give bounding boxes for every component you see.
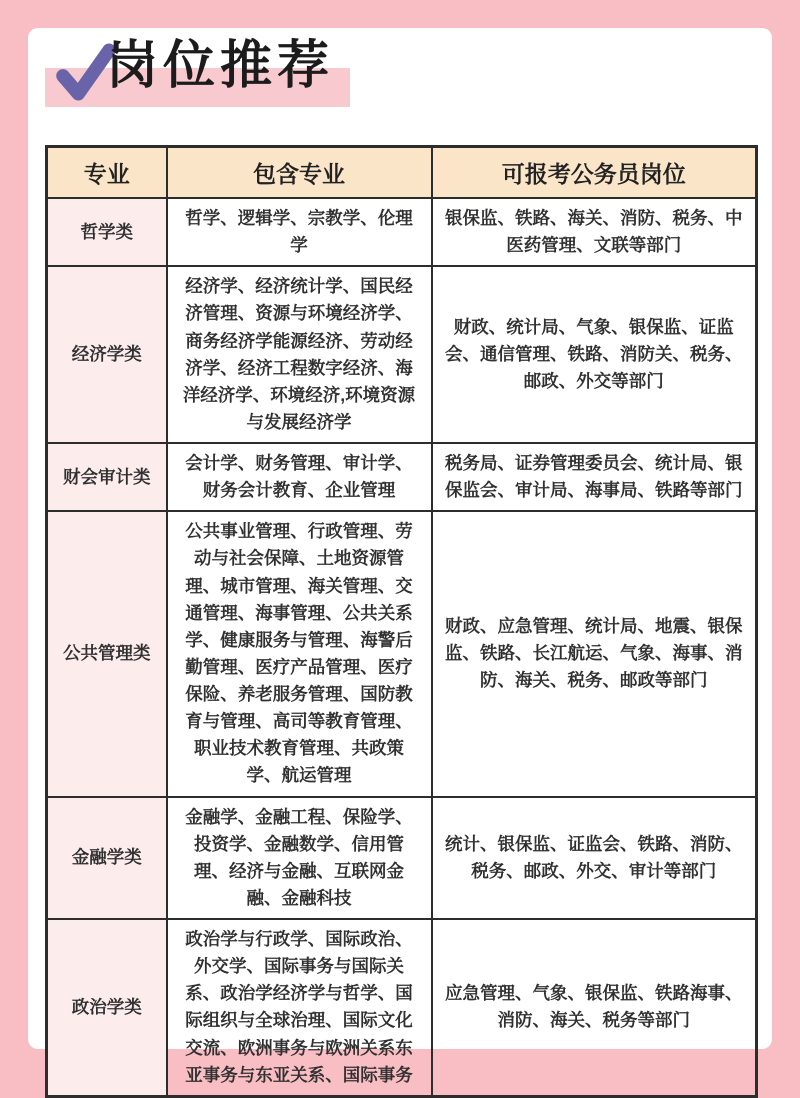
jobs-table [45, 145, 758, 1098]
positions-cell: 财政、应急管理、统计局、地震、银保监、铁路、长江航运、气象、海事、消防、海关、税务、邮政等部门 [432, 511, 757, 796]
major-cell: 金融学类 [47, 797, 167, 920]
included-majors-cell: 金融学、金融工程、保险学、投资学、金融数学、信用管理、经济与金融、互联网金融、金融科技 [167, 797, 432, 920]
table-row [47, 511, 757, 796]
positions-cell: 统计、银保监、证监会、铁路、消防、税务、邮政、外交、审计等部门 [432, 797, 757, 920]
included-majors-cell: 哲学、逻辑学、宗教学、伦理学 [167, 198, 432, 266]
major-cell: 公共管理类 [47, 511, 167, 796]
page-title: 岗位推荐 [106, 37, 335, 95]
included-majors-cell: 政治学与行政学、国际政治、外交学、国际事务与国际关系、政治学经济学与哲学、国际组织与全球治理、国际文化交流、欧洲事务与欧洲关系东亚事务与东亚关系、国际事务 [167, 919, 432, 1096]
col-header-included-majors: 包含专业 [167, 147, 432, 199]
table-row [47, 797, 757, 920]
col-header-major: 专业 [47, 147, 167, 199]
major-cell: 政治学类 [47, 919, 167, 1096]
included-majors-cell: 经济学、经济统计学、国民经济管理、资源与环境经济学、商务经济学能源经济、劳动经济学、经济工程数字经济、海洋经济学、环境经济,环境资源与发展经济学 [167, 266, 432, 443]
positions-cell: 银保监、铁路、海关、消防、税务、中医药管理、文联等部门 [432, 198, 757, 266]
included-majors-cell: 会计学、财务管理、审计学、财务会计教育、企业管理 [167, 443, 432, 511]
table-row [47, 198, 757, 266]
table-header-row [47, 147, 757, 199]
table-row [47, 266, 757, 443]
table-row [47, 919, 757, 1096]
major-cell: 财会审计类 [47, 443, 167, 511]
major-cell: 经济学类 [47, 266, 167, 443]
included-majors-cell: 公共事业管理、行政管理、劳动与社会保障、土地资源管理、城市管理、海关管理、交通管理、海事管理、公共关系学、健康服务与管理、海警后勤管理、医疗产品管理、医疗保险、养老服务管理、国防教育与管理、高司等教育管理、职业技术教育管理、共政策学、航运管理 [167, 511, 432, 796]
table-row [47, 443, 757, 511]
page-title-block [28, 28, 772, 138]
positions-cell: 财政、统计局、气象、银保监、证监会、通信管理、铁路、消防关、税务、邮政、外交等部门 [432, 266, 757, 443]
content-card [28, 28, 772, 1085]
major-cell: 哲学类 [47, 198, 167, 266]
positions-cell: 税务局、证券管理委员会、统计局、银保监会、审计局、海事局、铁路等部门 [432, 443, 757, 511]
col-header-civil-service-positions: 可报考公务员岗位 [432, 147, 757, 199]
positions-cell: 应急管理、气象、银保监、铁路海事、消防、海关、税务等部门 [432, 919, 757, 1096]
